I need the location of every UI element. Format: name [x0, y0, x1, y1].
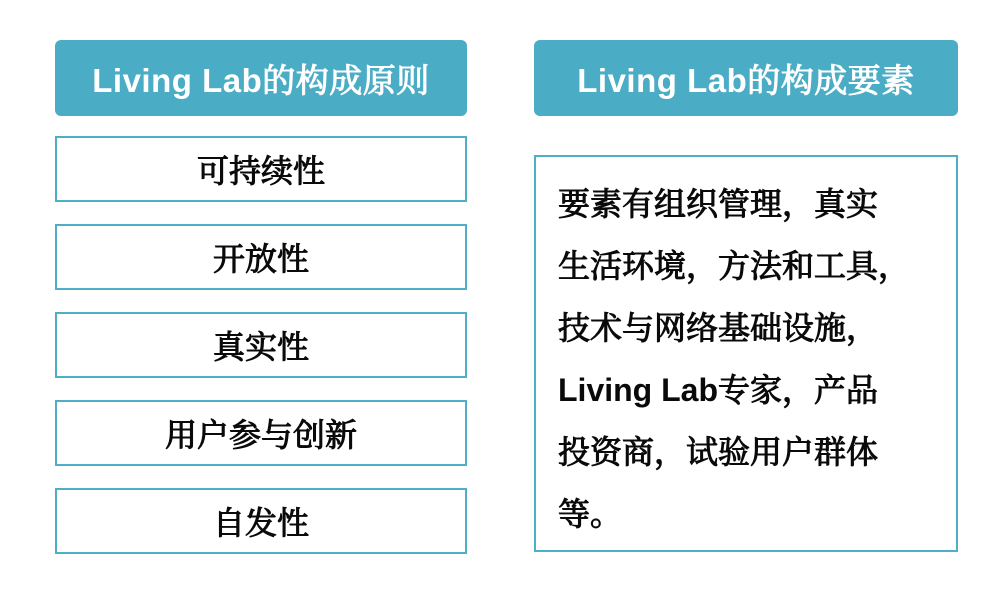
- principles-header: Living Lab的构成原则: [55, 40, 467, 116]
- principle-box: [55, 312, 467, 378]
- elements-body-line: Living Lab专家，产品: [558, 372, 879, 408]
- principle-box: [55, 488, 467, 554]
- principle-label: 真实性: [212, 329, 309, 365]
- principle-box: [55, 400, 467, 466]
- principle-box: [55, 136, 467, 202]
- elements-body-line: 生活环境，方法和工具，: [558, 248, 911, 284]
- elements-body-line: 等。: [558, 496, 623, 532]
- principle-label: 可持续性: [196, 153, 325, 189]
- principles-panel: [55, 40, 467, 554]
- elements-body-box: [534, 155, 958, 552]
- principle-label: 自发性: [212, 505, 309, 541]
- principle-label: 用户参与创新: [164, 417, 357, 453]
- elements-panel: [534, 40, 958, 552]
- elements-body-line: 技术与网络基础设施，: [558, 310, 879, 346]
- principle-box: [55, 224, 467, 290]
- principles-list: [55, 136, 467, 554]
- elements-body-line: 要素有组织管理，真实: [558, 186, 879, 222]
- elements-body-line: 投资商，试验用户群体: [558, 434, 879, 470]
- principle-label: 开放性: [212, 241, 309, 277]
- elements-header: Living Lab的构成要素: [534, 40, 958, 116]
